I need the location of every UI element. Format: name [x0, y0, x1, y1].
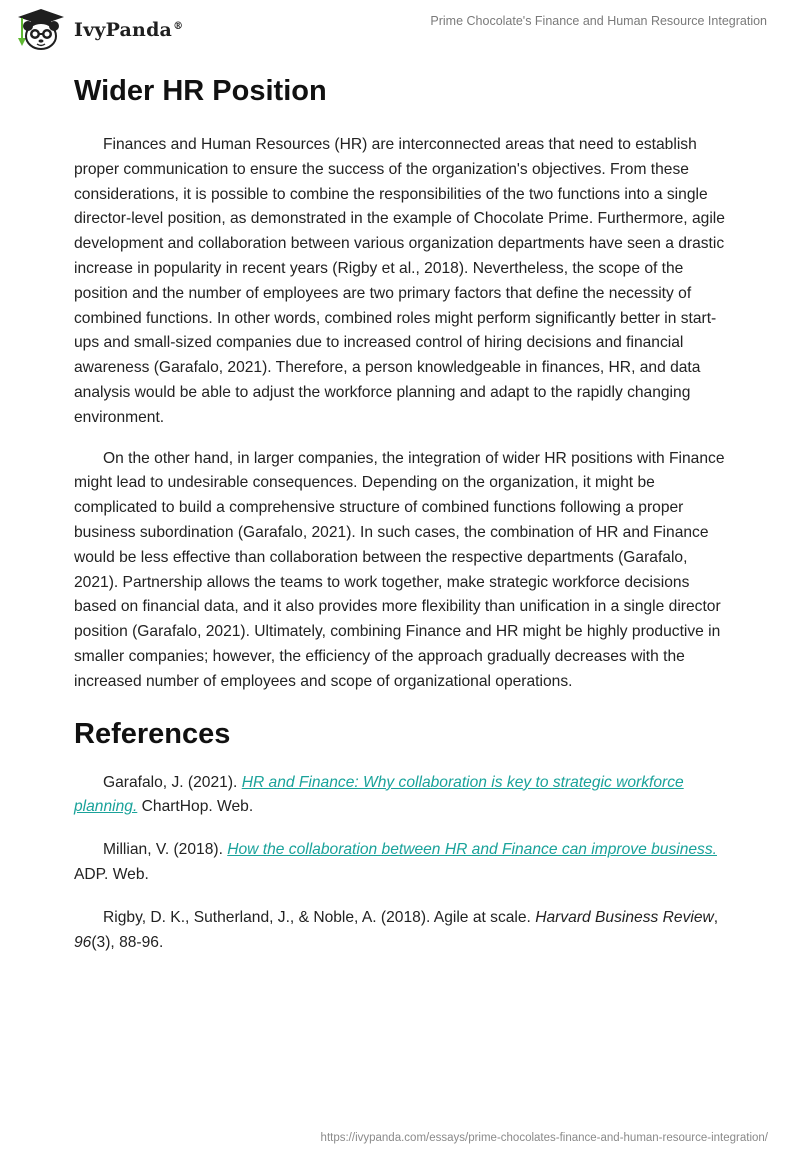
journal-title: Harvard Business Review — [535, 908, 714, 926]
reference-link[interactable]: How the collaboration between HR and Finance can improve business. — [227, 841, 717, 859]
reference-link[interactable]: HR and Finance: Why collaboration is key to strategic workforce planning. — [74, 773, 684, 816]
brand-name: IvyPanda® — [74, 19, 184, 41]
wider-hr-body — [74, 133, 728, 695]
section-heading-wider-hr: Wider HR Position — [74, 75, 327, 107]
document-title: Prime Chocolate's Finance and Human Resource Integration — [430, 14, 767, 28]
reference-item: Millian, V. (2018). How the collaboration between HR and Finance can improve business. ADP. Web. — [74, 841, 717, 883]
panda-graduate-logo-icon — [14, 8, 68, 52]
source-url: https://ivypanda.com/essays/prime-chocolates-finance-and-human-resource-integration/ — [320, 1132, 768, 1144]
article-body — [74, 72, 728, 955]
page-header — [0, 0, 800, 60]
reference-item: Garafalo, J. (2021). HR and Finance: Why collaboration is key to strategic workforce planning. ChartHop. Web. — [74, 773, 684, 816]
reference-item: Rigby, D. K., Sutherland, J., & Noble, A. (2018). Agile at scale. Harvard Business Review, 96(3), 88-96. — [74, 908, 719, 951]
section-heading-references: References — [74, 717, 231, 750]
paragraph: Finances and Human Resources (HR) are interconnected areas that need to establish proper communication to ensure the success of the organization's objectives. From these considerations, it is possible to combine the responsibilities of the two functions into a single director-level position, as demonstrated in the example of Chocolate Prime. Furthermore, agile development and collaboration between various organization departments have seen a drastic increase in popularity in recent years (Rigby et al., 2018). Nevertheless, the scope of the position and the number of employees are two primary factors that define the necessity of combined functions. In other words, combined roles might perform significantly better in start-ups and small-sized companies due to increased control of hiring decisions and financial awareness (Garafalo, 2021). Therefore, a person knowledgeable in finances, HR, and data analysis would be able to adjust the workforce planning and adapt to the rapidly changing environment. — [74, 136, 725, 426]
ivypanda-logo[interactable] — [14, 8, 183, 52]
references-list — [74, 771, 728, 956]
paragraph: On the other hand, in larger companies, the integration of wider HR positions with Finance might lead to undesirable consequences. Depending on the organization, it might be complicated to build a comprehensive structure of combined functions following a proper business subordination (Garafalo, 2021). In such cases, the combination of HR and Finance would be less effective than collaboration between the respective departments (Garafalo, 2021). Partnership allows the teams to work together, make strategic workforce decisions based on financial data, and it also provides more flexibility than unification in a single director position (Garafalo, 2021). Ultimately, combining Finance and HR might be highly productive in smaller companies; however, the efficiency of the approach gradually decreases with the increased number of employees and scope of organizational operations. — [74, 449, 725, 690]
journal-volume: 96 — [74, 933, 92, 951]
